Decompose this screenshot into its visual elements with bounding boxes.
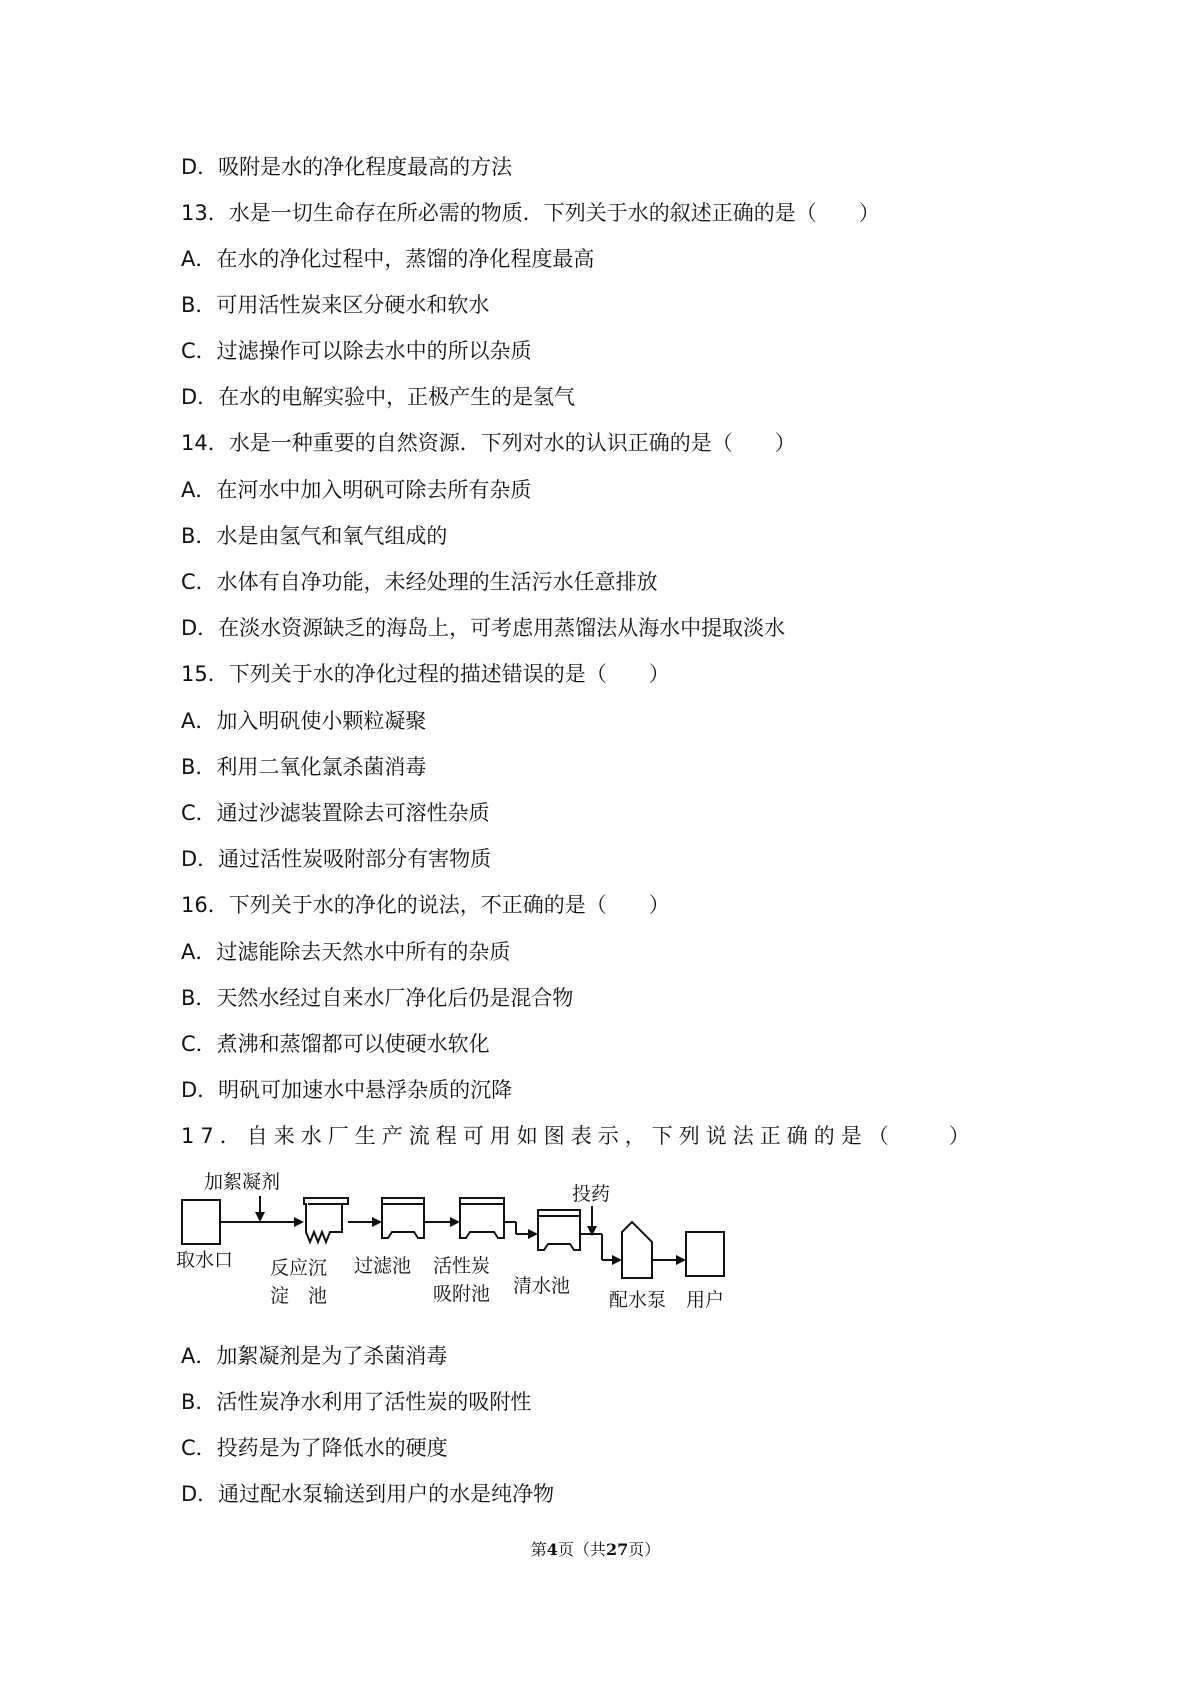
option-14-d: D．在淡水资源缺乏的海岛上，可考虑用蒸馏法从海水中提取淡水 bbox=[181, 616, 786, 640]
option-14-c: C．水体有自净功能，未经处理的生活污水任意排放 bbox=[181, 570, 658, 594]
option-14-b: B．水是由氢气和氧气组成的 bbox=[181, 524, 448, 548]
sediment-tank bbox=[304, 1198, 348, 1242]
option-13-c: C．过滤操作可以除去水中的所以杂质 bbox=[181, 339, 532, 363]
question-13-stem: 13．水是一切生命存在所必需的物质．下列关于水的叙述正确的是（ ） bbox=[181, 201, 880, 225]
question-15-stem: 15．下列关于水的净化过程的描述错误的是（ ） bbox=[181, 662, 670, 686]
carbon-label-1: 活性炭 bbox=[433, 1255, 491, 1277]
option-13-d: D．在水的电解实验中，正极产生的是氢气 bbox=[181, 385, 576, 409]
option-15-c: C．通过沙滤装置除去可溶性杂质 bbox=[181, 801, 490, 825]
option-17-a: A．加絮凝剂是为了杀菌消毒 bbox=[181, 1344, 448, 1368]
option-16-d: D．明矾可加速水中悬浮杂质的沉降 bbox=[181, 1078, 513, 1102]
option-15-b: B．利用二氧化氯杀菌消毒 bbox=[181, 755, 427, 779]
option-13-b: B．可用活性炭来区分硬水和软水 bbox=[181, 293, 490, 317]
water-pump bbox=[622, 1222, 652, 1278]
dosing-label: 投药 bbox=[572, 1183, 611, 1205]
water-treatment-flow-diagram bbox=[176, 1172, 796, 1330]
option-15-a: A．加入明矾使小颗粒凝聚 bbox=[181, 709, 427, 733]
option-13-a: A．在水的净化过程中，蒸馏的净化程度最高 bbox=[181, 247, 595, 271]
question-17-stem: 17．自来水厂生产流程可用如图表示，下列说法正确的是（ ） bbox=[181, 1124, 976, 1148]
question-14-stem: 14．水是一种重要的自然资源．下列对水的认识正确的是（ ） bbox=[181, 431, 796, 455]
footer-total-pages: 27 bbox=[605, 1540, 629, 1559]
question-16-stem: 16．下列关于水的净化的说法，不正确的是（ ） bbox=[181, 893, 670, 917]
carbon-label-2: 吸附池 bbox=[433, 1283, 491, 1305]
page-footer bbox=[0, 1537, 1191, 1560]
intake-box bbox=[182, 1200, 220, 1244]
pump-label: 配水泵 bbox=[609, 1289, 667, 1311]
user-label: 用户 bbox=[686, 1289, 725, 1311]
option-12-d: D．吸附是水的净化程度最高的方法 bbox=[181, 155, 513, 179]
filter-label: 过滤池 bbox=[354, 1255, 412, 1277]
option-17-c: C．投药是为了降低水的硬度 bbox=[181, 1436, 448, 1460]
sediment-label-2: 淀 池 bbox=[270, 1285, 328, 1307]
filter-tank bbox=[382, 1198, 424, 1238]
option-15-d: D．通过活性炭吸附部分有害物质 bbox=[181, 847, 492, 871]
footer-middle: 页（共 bbox=[557, 1540, 606, 1559]
option-17-d: D．通过配水泵输送到用户的水是纯净物 bbox=[181, 1482, 555, 1506]
option-17-b: B．活性炭净水利用了活性炭的吸附性 bbox=[181, 1390, 532, 1414]
clear-water-tank bbox=[538, 1210, 580, 1250]
option-16-a: A．过滤能除去天然水中所有的杂质 bbox=[181, 940, 511, 964]
option-16-b: B．天然水经过自来水厂净化后仍是混合物 bbox=[181, 986, 574, 1010]
flocculant-label: 加絮凝剂 bbox=[204, 1172, 281, 1193]
footer-prefix: 第 bbox=[530, 1540, 547, 1559]
option-14-a: A．在河水中加入明矾可除去所有杂质 bbox=[181, 478, 532, 502]
footer-suffix: 页） bbox=[628, 1540, 661, 1559]
intake-label: 取水口 bbox=[176, 1249, 234, 1271]
sediment-label-1: 反应沉 bbox=[270, 1257, 328, 1279]
clear-water-label: 清水池 bbox=[513, 1275, 571, 1297]
carbon-tank bbox=[460, 1198, 504, 1238]
user-box bbox=[686, 1232, 724, 1276]
option-16-c: C．煮沸和蒸馏都可以使硬水软化 bbox=[181, 1032, 490, 1056]
footer-page-number: 4 bbox=[546, 1540, 558, 1559]
